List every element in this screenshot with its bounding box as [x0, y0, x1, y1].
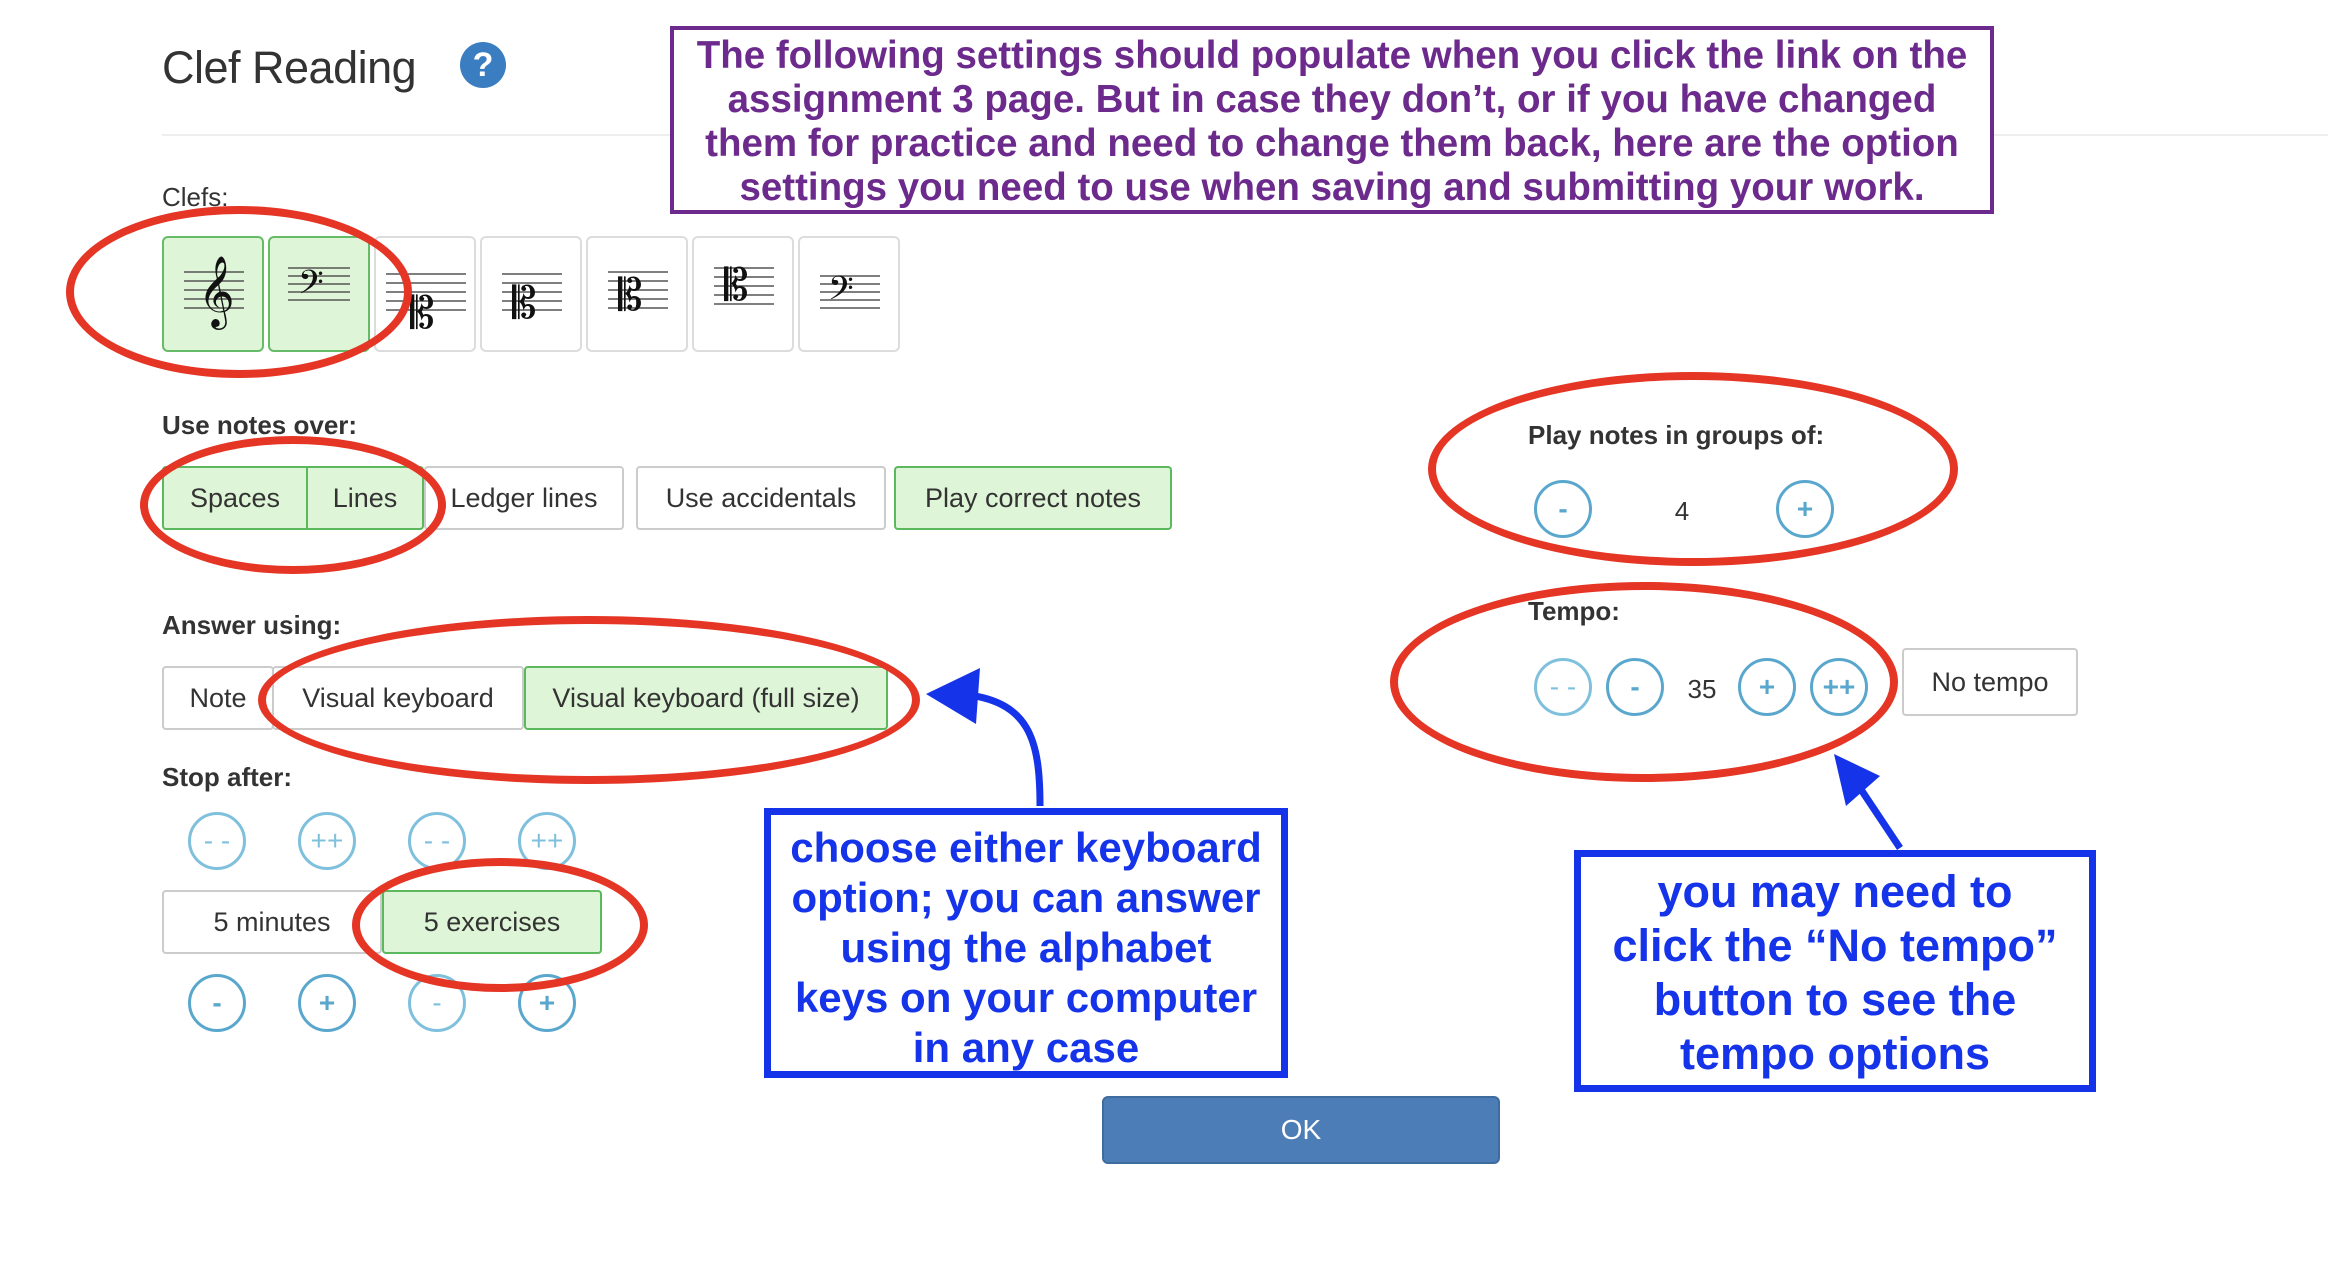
groups-increase-button[interactable]: + [1776, 480, 1834, 538]
ok-button[interactable]: OK [1102, 1096, 1500, 1164]
question-circle-icon[interactable]: ? [460, 42, 506, 88]
settings-note-line: settings you need to use when saving and submitting your work. [739, 166, 1925, 209]
groups-label: Play notes in groups of: [1528, 420, 1825, 450]
settings-note-line: them for practice and need to change them back, here are the option [705, 122, 1959, 165]
spaces-button[interactable]: Spaces [162, 466, 308, 530]
use-accidentals-button[interactable]: Use accidentals [636, 466, 886, 530]
settings-note-line: The following settings should populate when you click the link on the [696, 34, 1968, 77]
exercises-decrease-more-button[interactable]: - - [408, 812, 466, 870]
answer-using-label: Answer using: [162, 610, 342, 640]
svg-text:𝄢: 𝄢 [298, 264, 324, 310]
tempo-note-line: button to see the [1653, 974, 2017, 1025]
svg-text:𝄢: 𝄢 [828, 270, 854, 316]
groups-decrease-button[interactable]: - [1534, 480, 1592, 538]
keyboard-note-line: using the alphabet [840, 924, 1212, 971]
visual-keyboard-button[interactable]: Visual keyboard [272, 666, 524, 730]
tempo-value: 35 [1687, 674, 1717, 704]
notes-over-label: Use notes over: [162, 410, 358, 440]
lines-button[interactable]: Lines [306, 466, 424, 530]
exercises-increase-more-button[interactable]: ++ [518, 812, 576, 870]
svg-text:𝄞: 𝄞 [198, 254, 235, 327]
tempo-arrow-icon [1860, 788, 1900, 848]
tempo-note-line: click the “No tempo” [1612, 920, 2058, 971]
five-minutes-button[interactable]: 5 minutes [162, 890, 382, 954]
exercises-increase-button[interactable]: + [518, 974, 576, 1032]
clefs-label: Clefs: [162, 182, 229, 212]
minutes-decrease-button[interactable]: - [188, 974, 246, 1032]
tempo-decrease-button[interactable]: - [1606, 658, 1664, 716]
tempo-label: Tempo: [1528, 596, 1620, 626]
note-button[interactable]: Note [162, 666, 274, 730]
keyboard-note-line: option; you can answer [791, 874, 1261, 921]
settings-note-line: assignment 3 page. But in case they don’t, or if you have changed [727, 78, 1937, 121]
svg-text:𝄡: 𝄡 [410, 288, 435, 339]
minutes-increase-button[interactable]: + [298, 974, 356, 1032]
ledger-lines-button[interactable]: Ledger lines [424, 466, 624, 530]
svg-text:𝄡: 𝄡 [618, 270, 643, 321]
keyboard-note-line: in any case [912, 1024, 1140, 1071]
play-correct-notes-button[interactable]: Play correct notes [894, 466, 1172, 530]
tempo-increase-button[interactable]: + [1738, 658, 1796, 716]
minutes-decrease-more-button[interactable]: - - [188, 812, 246, 870]
keyboard-note-line: choose either keyboard [790, 824, 1262, 871]
keyboard-arrowhead-icon [926, 668, 980, 724]
tempo-increase-more-button[interactable]: ++ [1810, 658, 1868, 716]
no-tempo-button[interactable]: No tempo [1902, 648, 2078, 716]
tempo-note-line: tempo options [1680, 1028, 1990, 1079]
groups-value: 4 [1674, 496, 1690, 526]
exercises-decrease-button[interactable]: - [408, 974, 466, 1032]
minutes-increase-more-button[interactable]: ++ [298, 812, 356, 870]
visual-keyboard-full-button[interactable]: Visual keyboard (full size) [524, 666, 888, 730]
tempo-decrease-more-button[interactable]: - - [1534, 658, 1592, 716]
svg-text:𝄡: 𝄡 [724, 260, 749, 311]
page-title: Clef Reading [162, 42, 417, 93]
tempo-arrowhead-icon [1834, 754, 1880, 806]
tempo-note-line: you may need to [1657, 866, 2013, 917]
five-exercises-button[interactable]: 5 exercises [382, 890, 602, 954]
svg-text:𝄡: 𝄡 [512, 278, 537, 329]
stop-after-label: Stop after: [162, 762, 292, 792]
keyboard-note-line: keys on your computer [794, 974, 1258, 1021]
